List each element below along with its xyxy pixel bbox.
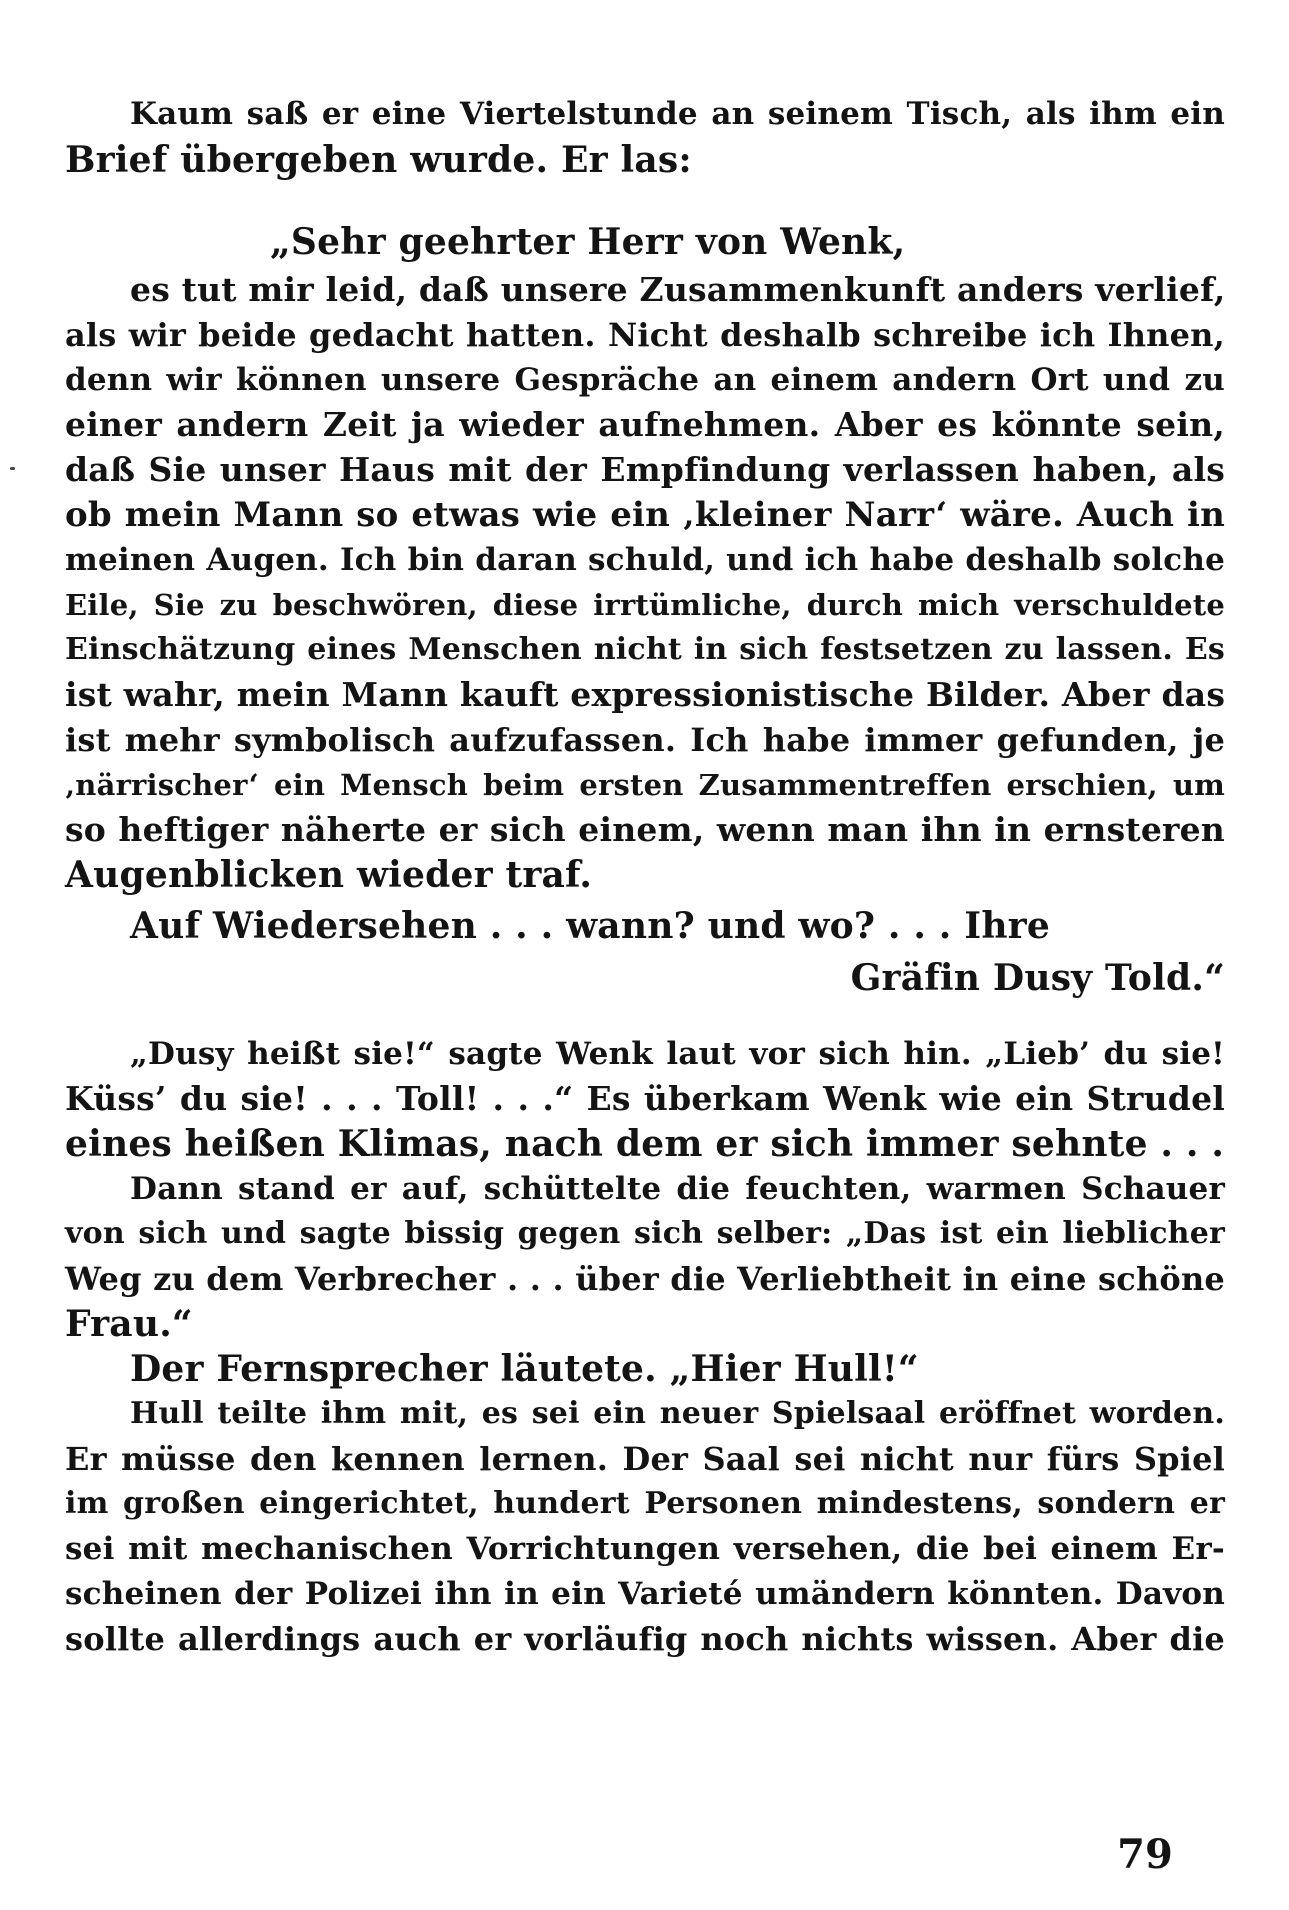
- text-line: Augenblicken wieder traf.: [65, 854, 593, 896]
- page-number: 79: [1117, 1831, 1173, 1878]
- text-line: ist wahr, mein Mann kauft expressionistische Bilder. Aber das: [65, 675, 1226, 714]
- text-line: denn wir können unsere Gespräche an einem andern Ort und zu: [65, 362, 1225, 398]
- text-line: ‚närrischer‘ ein Mensch beim ersten Zusammentreffen erschien, um: [65, 768, 1225, 802]
- text-line: als wir beide gedacht hatten. Nicht deshalb schreibe ich Ihnen,: [65, 316, 1225, 354]
- text-line: Hull teilte ihm mit, es sei ein neuer Spielsaal eröffnet worden.: [130, 1396, 1225, 1431]
- text-line: Er müsse den kennen lernen. Der Saal sei nicht nur fürs Spiel: [65, 1440, 1225, 1478]
- text-line: daß Sie unser Haus mit der Empfindung verlassen haben, als: [65, 450, 1225, 489]
- text-line: ob mein Mann so etwas wie ein ‚kleiner Narr‘ wäre. Auch in: [65, 495, 1225, 535]
- text-line: Dann stand er auf, schüttelte die feuchten, warmen Schauer: [130, 1171, 1225, 1207]
- text-line: es tut mir leid, daß unsere Zusammenkunft anders verlief,: [130, 270, 1226, 309]
- text-line: so heftiger näherte er sich einem, wenn man ihn in ernsteren: [65, 810, 1225, 849]
- text-line: sollte allerdings auch er vorläufig noch nichts wissen. Aber die: [65, 1620, 1225, 1658]
- text-line: von sich und sagte bissig gegen sich selber: „Das ist ein lieblicher: [65, 1216, 1225, 1251]
- text-line: „Dusy heißt sie!“ sagte Wenk laut vor sich hin. „Lieb’ du sie!: [130, 1036, 1225, 1072]
- text-line: Einschätzung eines Menschen nicht in sich festsetzen zu lassen. Es: [65, 632, 1225, 667]
- text-line: scheinen der Polizei ihn in ein Varieté umändern könnten. Davon: [65, 1576, 1225, 1612]
- text-line: Brief übergeben wurde. Er las:: [65, 139, 692, 181]
- text-line: Frau.“: [65, 1303, 193, 1345]
- letter-greeting: „Sehr geehrter Herr von Wenk,: [270, 221, 906, 263]
- scan-speck: [10, 467, 15, 470]
- text-line: einer andern Zeit ja wieder aufnehmen. Aber es könnte sein,: [65, 405, 1225, 444]
- text-line: im großen eingerichtet, hundert Personen mindestens, sondern er: [65, 1486, 1225, 1521]
- text-line: Küss’ du sie! . . . Toll! . . .“ Es überkam Wenk wie ein Strudel: [65, 1079, 1225, 1118]
- letter-signature: Gräfin Dusy Told.“: [850, 957, 1225, 999]
- text-line: eines heißen Klimas, nach dem er sich immer sehnte . . .: [65, 1123, 1225, 1165]
- letter-closing: Auf Wiedersehen . . . wann? und wo? . . . Ihre: [130, 905, 1050, 947]
- text-line: ist mehr symbolisch aufzufassen. Ich habe immer gefunden, je: [65, 721, 1225, 759]
- text-line: meinen Augen. Ich bin daran schuld, und ich habe deshalb solche: [65, 542, 1225, 578]
- text-line: Kaum saß er eine Viertelstunde an seinem Tisch, als ihm ein: [130, 96, 1225, 132]
- text-line: Weg zu dem Verbrecher . . . über die Verliebtheit in eine schöne: [65, 1260, 1225, 1298]
- text-line: Eile, Sie zu beschwören, diese irrtümliche, durch mich verschuldete: [65, 588, 1225, 622]
- text-line: sei mit mechanischen Vorrichtungen versehen, die bei einem Er-: [65, 1531, 1225, 1567]
- text-line: Der Fernsprecher läutete. „Hier Hull!“: [130, 1348, 919, 1390]
